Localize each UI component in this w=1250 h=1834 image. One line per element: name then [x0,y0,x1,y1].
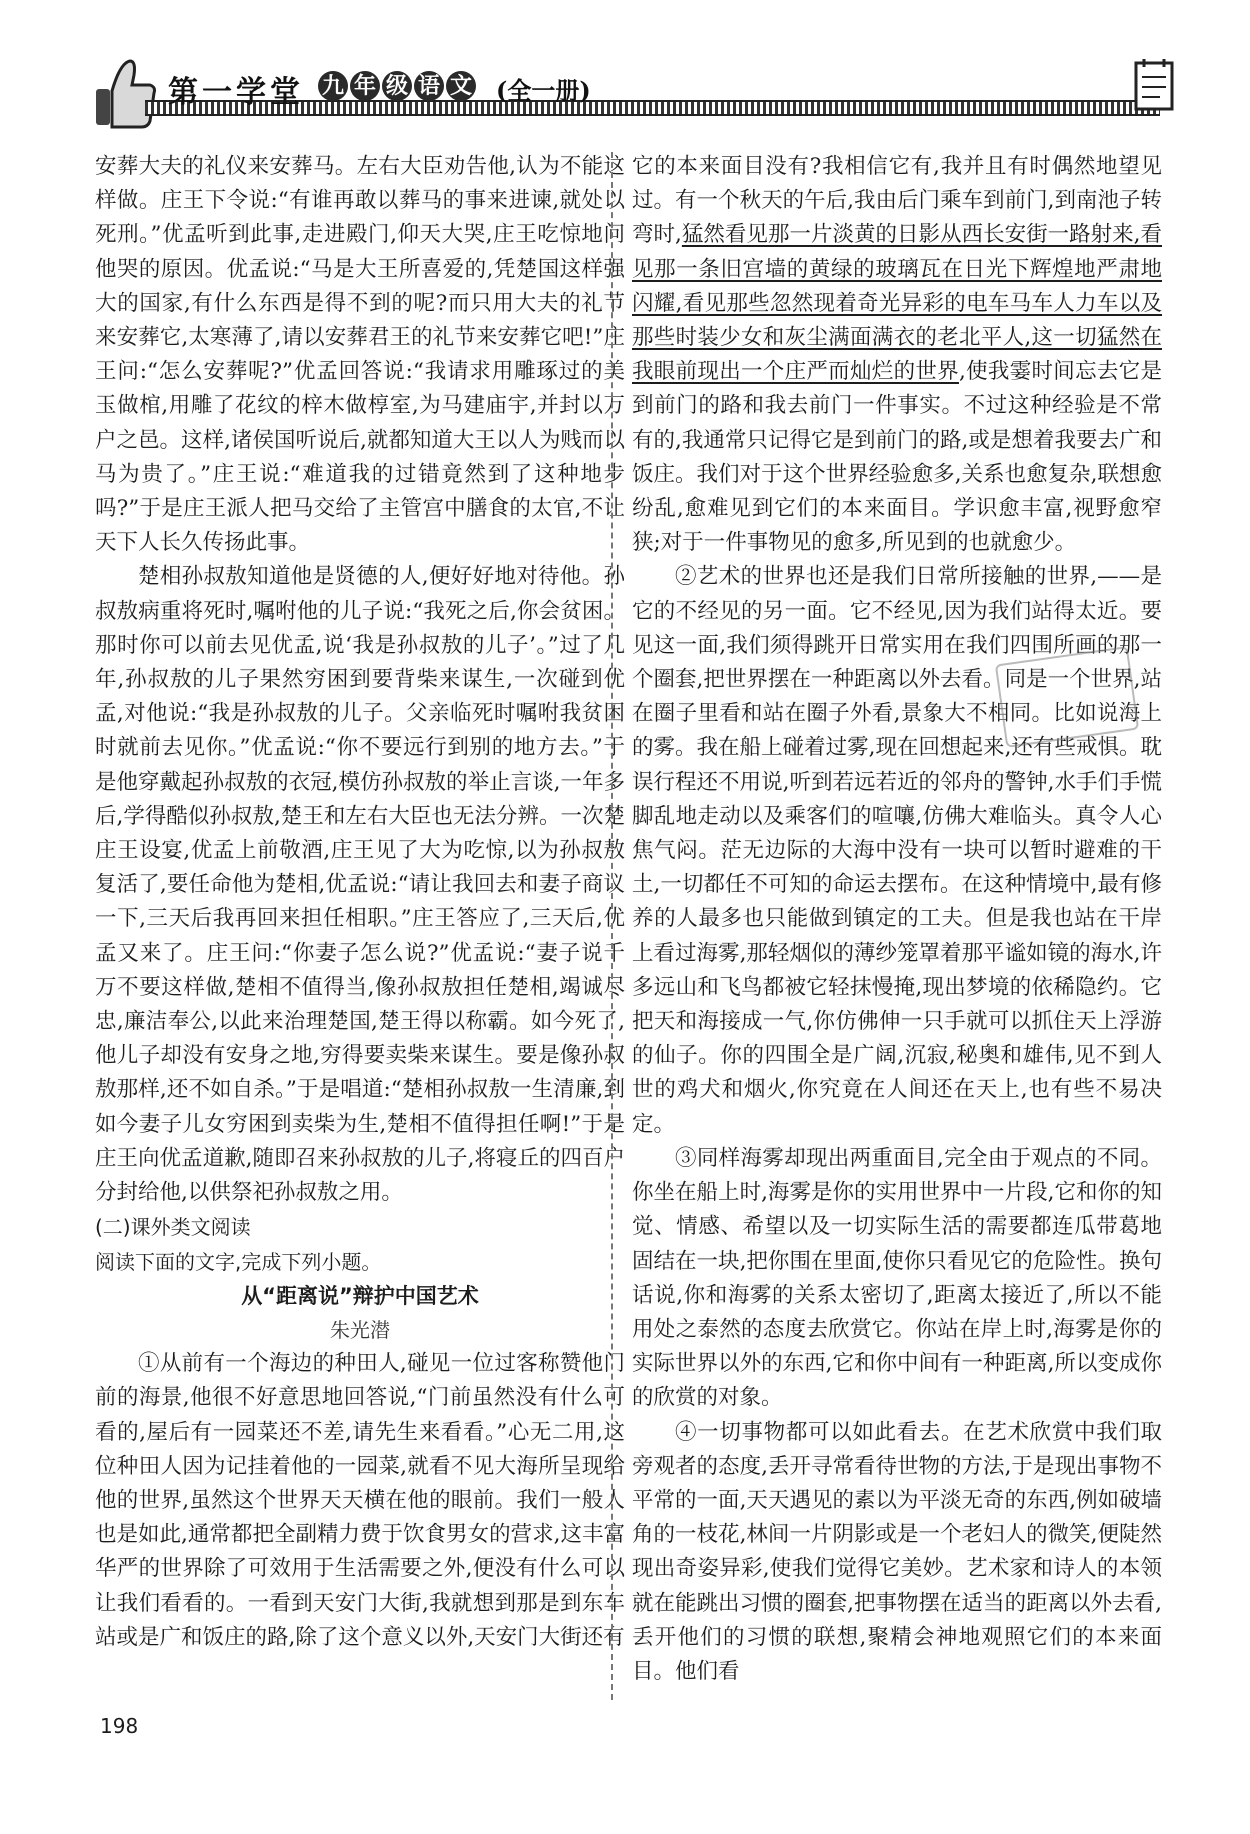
subject-char: 级 [382,71,412,101]
text-run: ,使我霎时间忘去它是到前门的路和我去前门一件事实。不过这种经验是不常有的,我通常只记得它是到前门的路,或是想着我要去广和饭庄。我们对于这个世界经验愈多,关系也愈复杂,联想愈纷乱,愈难见到它们的本来面目。学识愈丰富,视野愈窄狭;对于一件事物见的愈多,所见到的也就愈少。 [632,359,1162,556]
reading-instruction: 阅读下面的文字,完成下列小题。 [95,1249,382,1274]
story-paragraph-2: 楚相孙叔敖知道他是贤德的人,便好好地对待他。孙叔敖病重将死时,嘱咐他的儿子说:“我死之后,你会贫困。那时你可以前去见优孟,说‘我是孙叔敖的儿子’。”过了几年,孙叔敖的儿子果然穷困到要背柴来谋生,一次碰到优孟,对他说:“我是孙叔敖的儿子。父亲临死时嘱咐我贫困时就前去见你。”优孟说:“你不要远行到别的地方去。”于是他穿戴起孙叔敖的衣冠,模仿孙叔敖的举止言谈,一年多后,学得酷似孙叔敖,楚王和左右大臣也无法分辨。一次楚庄王设宴,优孟上前敬酒,庄王见了大为吃惊,以为孙叔敖复活了,要任命他为楚相,优孟说:“请让我回去和妻子商议一下,三天后我再回来担任相职。”庄王答应了,三天后,优孟又来了。庄王问:“你妻子怎么说?”优孟说:“妻子说千万不要这样做,楚相不值得当,像孙叔敖担任楚相,竭诚尽忠,廉洁奉公,以此来治理楚国,楚王得以称霸。如今死了,他儿子却没有安身之地,穷得要卖柴来谋生。要是像孙叔敖那样,还不如自杀。”于是唱道:“楚相孙叔敖一生清廉,到如今妻子儿女穷困到卖柴为生,楚相不值得担任啊!”于是庄王向优孟道歉,随即召来孙叔敖的儿子,将寝丘的四百户分封给他,以供祭祀孙叔敖之用。 [95,564,625,1206]
subject-char: 文 [446,71,476,101]
subject-char: 九 [318,71,348,101]
section-heading: (二)课外类文阅读 [95,1215,251,1240]
article-paragraph-1-continued [632,150,1162,560]
right-column [632,150,1162,1689]
thumbs-up-icon [90,53,160,131]
underlined-sentence: 猛然看见那一片淡黄的日影从西长安街一路射来,看见那一条旧宫墙的黄绿的玻璃瓦在日光下辉煌地严肃地闪耀,看见那些忽然现着奇光异彩的电车马车人力车以及那些时装少女和灰尘满面满衣的老北平人,这一切猛然在我眼前现出一个庄严而灿烂的世界 [632,222,1162,385]
article-title: 从“距离说”辩护中国艺术 [241,1283,479,1308]
left-column [95,150,625,1655]
text-run: 它的本来面目没有?我相信它有,我并且有时偶然地望见过。有一个秋天的午后,我由后门乘车到前门,到南池子转弯时, [632,154,1162,248]
subject-badges [318,71,476,101]
article-paragraph-2: ②艺术的世界也还是我们日常所接触的世界,——是它的不经见的另一面。它不经见,因为我们站得太近。要见这一面,我们须得跳开日常实用在我们四围所画的那一个圈套,把世界摆在一种距离以外去看。同是一个世界,站在圈子里看和站在圈子外看,景象大不相同。比如说海上的雾。我在船上碰着过雾,现在回想起来,还有些戒惧。耽误行程还不用说,听到若远若近的邻舟的警钟,水手们手慌脚乱地走动以及乘客们的喧嚷,仿佛大难临头。真令人心焦气闷。茫无边际的大海中没有一块可以暂时避难的干土,一切都任不可知的命运去摆布。在这种情境中,最有修养的人最多也只能做到镇定的工夫。但是我也站在干岸上看过海雾,那轻烟似的薄纱笼罩着那平谧如镜的海水,许多远山和飞鸟都被它轻抹慢掩,现出梦境的依稀隐约。它把天和海接成一气,你仿佛伸一只手就可以抓住天上浮游的仙子。你的四围全是广阔,沉寂,秘奥和雄伟,见不到人世的鸡犬和烟火,你究竟在人间还在天上,也有些不易决定。 [632,564,1162,1137]
article-paragraph-4: ④一切事物都可以如此看去。在艺术欣赏中我们取旁观者的态度,丢开寻常看待世物的方法,于是现出事物不平常的一面,天天遇见的素以为平淡无奇的东西,例如破墙角的一枝花,林间一片阴影或是一个老妇人的微笑,便陡然现出奇姿异彩,使我们觉得它美妙。艺术家和诗人的本领就在能跳出习惯的圈套,把事物摆在适当的距离以外去看,丢开他们的习惯的联想,聚精会神地观照它们的本来面目。他们看 [632,1419,1162,1684]
article-paragraph-3: ③同样海雾却现出两重面目,完全由于观点的不同。你坐在船上时,海雾是你的实用世界中一片段,它和你的知觉、情感、希望以及一切实际生活的需要都连瓜带葛地固结在一块,把你围在里面,使你只看见它的危险性。换句话说,你和海雾的关系太密切了,距离太接近了,所以不能用处之泰然的态度去欣赏它。你站在岸上时,海雾是你的实际世界以外的东西,它和你中间有一种距离,所以变成你的欣赏的对象。 [632,1145,1162,1411]
subject-char: 语 [414,71,444,101]
story-paragraph-1: 安葬大夫的礼仪来安葬马。左右大臣劝告他,认为不能这样做。庄王下令说:“有谁再敢以葬马的事来进谏,就处以死刑。”优孟听到此事,走进殿门,仰天大哭,庄王吃惊地问他哭的原因。优孟说:“马是大王所喜爱的,凭楚国这样强大的国家,有什么东西是得不到的呢?而只用大夫的礼节来安葬它,太寒薄了,请以安葬君王的礼节来安葬它吧!”庄王问:“怎么安葬呢?”优孟回答说:“我请求用雕琢过的美玉做棺,用雕了花纹的梓木做椁室,为马建庙宇,并封以万户之邑。这样,诸侯国听说后,就都知道大王以人为贱而以马为贵了。”庄王说:“难道我的过错竟然到了这种地步吗?”于是庄王派人把马交给了主管宫中膳食的太官,不让天下人长久传扬此事。 [95,154,625,556]
notepad-icon [1130,55,1180,115]
article-author: 朱光潜 [330,1317,390,1342]
column-divider [611,152,613,1700]
article-paragraph-1: ①从前有一个海边的种田人,碰见一位过客称赞他门前的海景,他很不好意思地回答说,“门前虽然没有什么可看的,屋后有一园菜还不差,请先生来看看。”心无二用,这位种田人因为记挂着他的一园菜,就看不见大海所呈现给他的世界,虽然这个世界天天横在他的眼前。我们一般人也是如此,通常都把全副精力费于饮食男女的营求,这丰富华严的世界除了可效用于生活需要之外,便没有什么可以让我们看看的。一看到天安门大街,我就想到那是到东车站或是广和饭庄的路,除了这个意义以外,天安门大街还有 [95,1351,625,1650]
brand-title: 第一学堂 [168,75,304,110]
page-header [90,45,1180,135]
page-number: 198 [100,1714,139,1738]
subject-char: 年 [350,71,380,101]
edition-label: (全一册) [496,76,591,105]
